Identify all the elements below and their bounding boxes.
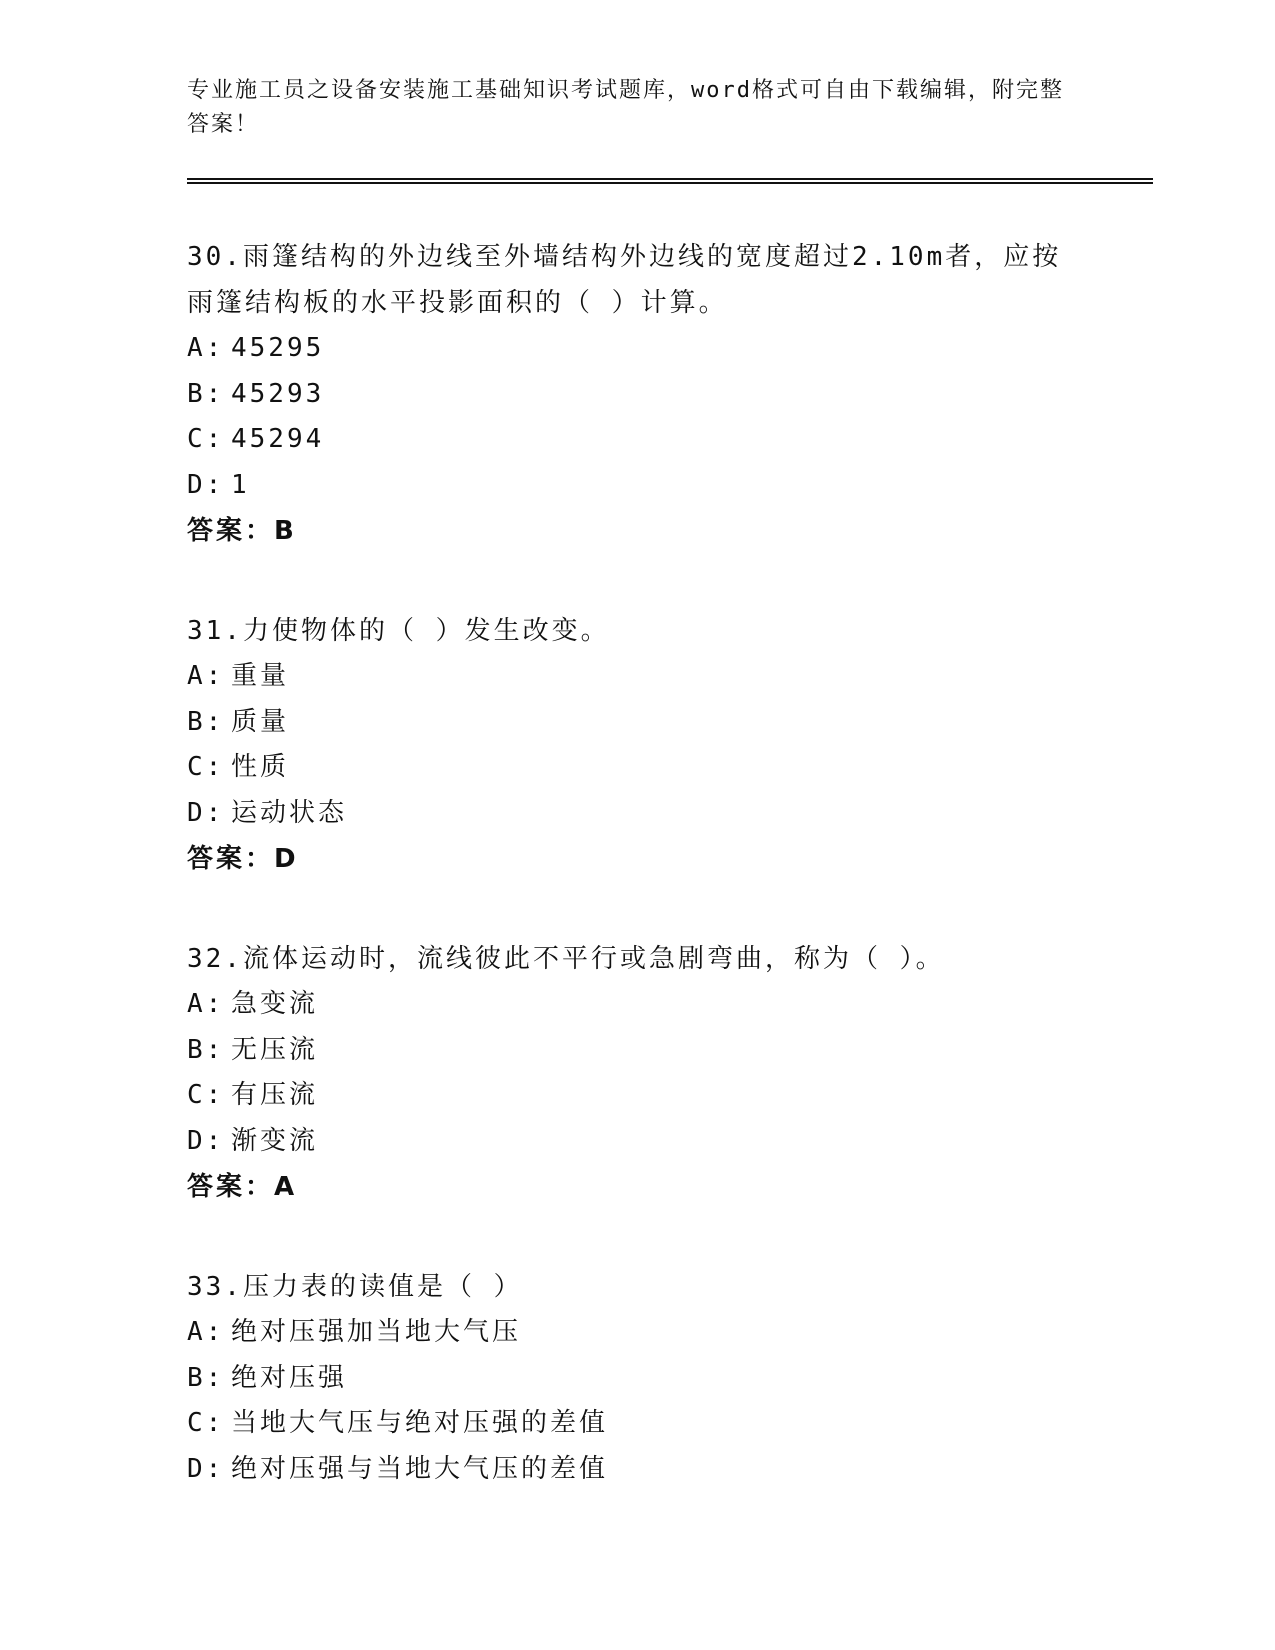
- question-31: [187, 608, 1087, 882]
- option-letter: A:: [187, 661, 225, 691]
- option-text: 无压流: [231, 1034, 319, 1065]
- option-letter: B:: [187, 706, 225, 737]
- option-text: 渐变流: [231, 1125, 319, 1156]
- option-text: 重量: [231, 661, 290, 691]
- option-text: 性质: [231, 752, 290, 782]
- option-letter: B:: [187, 1362, 225, 1393]
- option-text: 绝对压强加当地大气压: [231, 1317, 522, 1347]
- answer-label: 答案：D: [187, 844, 299, 874]
- document-header: 专业施工员之设备安装施工基础知识考试题库，word格式可自由下载编辑，附完整答案！: [187, 78, 1064, 137]
- answer-label: 答案：A: [187, 1172, 298, 1202]
- option-b: [187, 372, 1087, 418]
- option-text: 当地大气压与绝对压强的差值: [231, 1408, 609, 1438]
- option-letter: C:: [187, 752, 225, 782]
- question-33: [187, 1264, 1087, 1492]
- option-b: [187, 700, 1087, 746]
- option-letter: C:: [187, 1080, 225, 1110]
- header-divider: [187, 178, 1153, 184]
- option-b: [187, 1028, 1087, 1074]
- question-list: [187, 234, 1087, 1546]
- option-text: 运动状态: [231, 797, 348, 828]
- option-text: 绝对压强与当地大气压的差值: [231, 1453, 609, 1484]
- option-d: [187, 463, 1087, 509]
- option-a: [187, 326, 1087, 372]
- question-stem: 32.流体运动时，流线彼此不平行或急剧弯曲，称为（ ）。: [187, 944, 945, 974]
- option-letter: A:: [187, 1317, 225, 1347]
- option-text: 绝对压强: [231, 1362, 348, 1393]
- option-letter: C:: [187, 424, 225, 454]
- option-d: [187, 791, 1087, 837]
- option-a: [187, 982, 1087, 1028]
- question-stem: 30.雨篷结构的外边线至外墙结构外边线的宽度超过2.10m者，应按雨篷结构板的水平投影面积的（ ）计算。: [187, 242, 1062, 318]
- question-30: [187, 234, 1087, 554]
- option-letter: A:: [187, 333, 225, 363]
- option-text: 45294: [231, 424, 325, 454]
- option-letter: C:: [187, 1408, 225, 1438]
- option-letter: B:: [187, 378, 225, 409]
- option-a: [187, 654, 1087, 700]
- option-text: 急变流: [231, 989, 319, 1019]
- option-a: [187, 1310, 1087, 1356]
- answer-label: 答案：B: [187, 516, 297, 546]
- option-d: [187, 1447, 1087, 1493]
- option-text: 45293: [231, 378, 325, 409]
- option-c: [187, 1073, 1087, 1119]
- option-letter: D:: [187, 1125, 225, 1156]
- option-text: 质量: [231, 706, 290, 737]
- option-d: [187, 1119, 1087, 1165]
- option-letter: A:: [187, 989, 225, 1019]
- option-text: 45295: [231, 333, 325, 363]
- option-letter: B:: [187, 1034, 225, 1065]
- option-letter: D:: [187, 469, 225, 500]
- option-letter: D:: [187, 1453, 225, 1484]
- option-text: 1: [231, 469, 250, 500]
- option-c: [187, 417, 1087, 463]
- option-letter: D:: [187, 797, 225, 828]
- question-32: [187, 936, 1087, 1210]
- question-stem: 31.力使物体的（ ）发生改变。: [187, 616, 610, 646]
- question-stem: 33.压力表的读值是（ ）: [187, 1272, 523, 1302]
- option-c: [187, 745, 1087, 791]
- option-text: 有压流: [231, 1080, 319, 1110]
- option-c: [187, 1401, 1087, 1447]
- option-b: [187, 1356, 1087, 1402]
